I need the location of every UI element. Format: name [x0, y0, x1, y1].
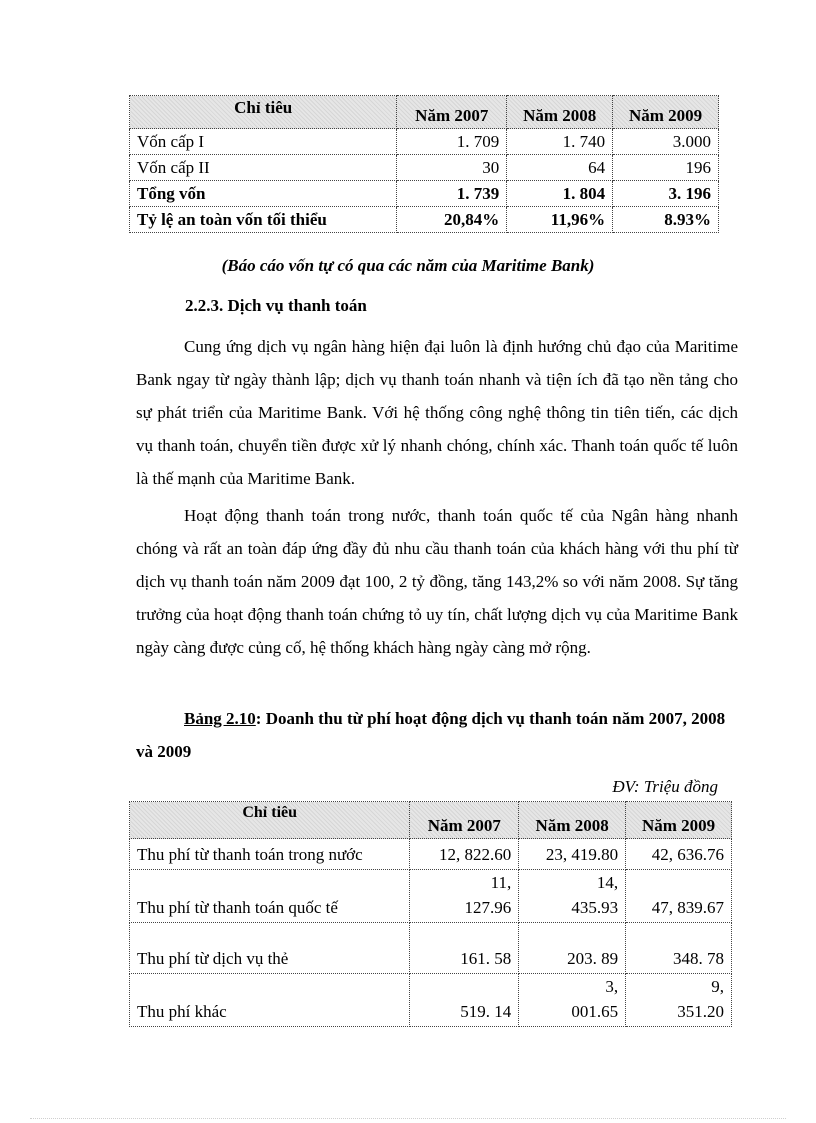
- header-cell: Năm 2009: [613, 96, 719, 129]
- table-cell: 23, 419.80: [519, 839, 626, 870]
- table-title: [136, 702, 738, 768]
- table-row: [130, 155, 719, 181]
- table-cell: 519. 14: [410, 974, 519, 1027]
- table-cell: 1. 709: [397, 129, 507, 155]
- capital-table: [129, 95, 719, 233]
- table-cell: 1. 804: [507, 181, 613, 207]
- table-cell: 64: [507, 155, 613, 181]
- header-cell: Năm 2008: [507, 96, 613, 129]
- table-cell: 42, 636.76: [626, 839, 732, 870]
- row-label: Vốn cấp I: [130, 129, 397, 155]
- table-cell: 1. 740: [507, 129, 613, 155]
- table-row: [130, 129, 719, 155]
- page-bottom-divider: [30, 1118, 786, 1119]
- table-cell: 47, 839.67: [626, 870, 732, 923]
- unit-label: ĐV: Triệu đồng: [612, 777, 718, 796]
- table-cell: 30: [397, 155, 507, 181]
- table-caption: (Báo cáo vốn tự có qua các năm của Maritime Bank): [221, 256, 595, 275]
- table-header-row: [130, 802, 732, 839]
- header-cell: Năm 2007: [410, 802, 519, 839]
- table-cell: 348. 78: [626, 923, 732, 974]
- table-title-label: Bảng 2.10: [184, 709, 256, 728]
- table-cell: 203. 89: [519, 923, 626, 974]
- header-cell: Năm 2008: [519, 802, 626, 839]
- paragraph: Cung ứng dịch vụ ngân hàng hiện đại luôn là định hướng chủ đạo của Maritime Bank ngay từ ngày thành lập; dịch vụ thanh toán nhanh và tiện ích đã tạo nền tảng cho sự phát triển của Maritime Bank. Với hệ thống công nghệ thông tin tiên tiến, các dịch vụ thanh toán, chuyển tiền được xử lý nhanh chóng, chính xác. Thanh toán quốc tế luôn là thế mạnh của Maritime Bank.: [136, 337, 738, 488]
- row-label: Thu phí từ thanh toán trong nước: [130, 839, 410, 870]
- header-cell: Chỉ tiêu: [130, 802, 410, 839]
- table-cell: 3.000: [613, 129, 719, 155]
- table-row: [130, 870, 732, 923]
- row-label: Thu phí khác: [130, 974, 410, 1027]
- row-label: Tỷ lệ an toàn vốn tối thiểu: [130, 207, 397, 233]
- paragraph: Hoạt động thanh toán trong nước, thanh toán quốc tế của Ngân hàng nhanh chóng và rất an toàn đáp ứng đầy đủ nhu cầu thanh toán của khách hàng với thu phí từ dịch vụ thanh toán năm 2009 đạt 100, 2 tỷ đồng, tăng 143,2% so với năm 2008. Sự tăng trưởng của hoạt động thanh toán chứng tỏ uy tín, chất lượng dịch vụ của Maritime Bank ngày càng được củng cố, hệ thống khách hàng ngày càng mở rộng.: [136, 506, 738, 657]
- table-row-ratio: [130, 207, 719, 233]
- payment-fee-table: [129, 801, 732, 1027]
- header-cell: Năm 2009: [626, 802, 732, 839]
- row-label: Thu phí từ dịch vụ thẻ: [130, 923, 410, 974]
- table-cell: 20,84%: [397, 207, 507, 233]
- row-label: Tổng vốn: [130, 181, 397, 207]
- section-heading: 2.2.3. Dịch vụ thanh toán: [185, 296, 367, 315]
- table-row-total: [130, 181, 719, 207]
- row-label: Vốn cấp II: [130, 155, 397, 181]
- table-cell: 196: [613, 155, 719, 181]
- table-cell: 8.93%: [613, 207, 719, 233]
- table-cell: 12, 822.60: [410, 839, 519, 870]
- table-cell: 161. 58: [410, 923, 519, 974]
- table-cell: 9, 351.20: [626, 974, 732, 1027]
- table-row: [130, 974, 732, 1027]
- table-header-row: [130, 96, 719, 129]
- header-cell: Năm 2007: [397, 96, 507, 129]
- header-cell: Chỉ tiêu: [130, 96, 397, 129]
- table-cell: 11,96%: [507, 207, 613, 233]
- table-cell: 1. 739: [397, 181, 507, 207]
- table-title-text: : Doanh thu từ phí hoạt động dịch vụ thanh toán năm 2007, 2008 và 2009: [136, 709, 726, 761]
- table-cell: 3, 001.65: [519, 974, 626, 1027]
- row-label: Thu phí từ thanh toán quốc tế: [130, 870, 410, 923]
- table-cell: 11, 127.96: [410, 870, 519, 923]
- table-row: [130, 923, 732, 974]
- table-cell: 14, 435.93: [519, 870, 626, 923]
- table-row: [130, 839, 732, 870]
- table-cell: 3. 196: [613, 181, 719, 207]
